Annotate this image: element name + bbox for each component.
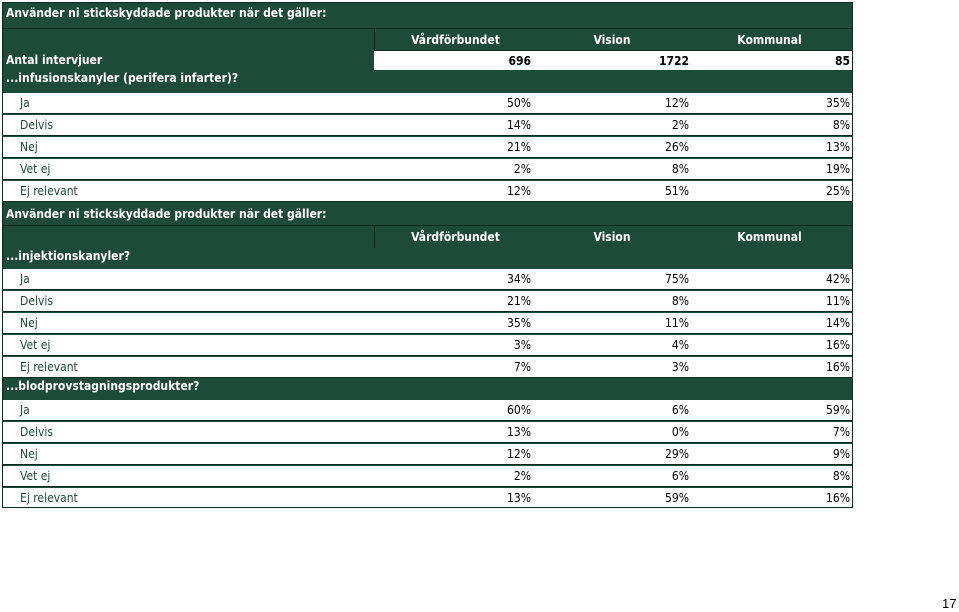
cell-vardforbundet: 13% [507,425,531,439]
cell-kommunal: 14% [826,316,850,330]
table-row [3,400,852,421]
question-blood-sampling: ...blodprovstagningsprodukter? [6,379,200,393]
table-row [3,269,852,290]
column-header-vardforbundet: Vårdförbundet [411,32,500,47]
interviews-label: Antal intervjuer [6,53,103,67]
row-label: Nej [20,316,38,330]
table-row [3,444,852,465]
page-number: 17 [942,596,957,611]
row-label: Ja [20,272,30,286]
cell-vardforbundet: 60% [507,403,531,417]
cell-kommunal: 35% [826,96,850,110]
table-row [3,488,852,507]
cell-vardforbundet: 12% [507,184,531,198]
table-row [3,313,852,334]
question-infusion: ...infusionskanyler (perifera infarter)? [6,71,239,85]
row-label: Vet ej [20,162,51,176]
row-label: Delvis [20,294,53,308]
row-label: Ja [20,403,30,417]
report-title: Använder ni stickskyddade produkter när det gäller: [6,6,327,20]
column-header-vision: Vision [593,32,631,47]
cell-vision: 8% [671,162,689,176]
column-header-kommunal: Kommunal [737,229,802,244]
survey-results-table [2,2,853,508]
cell-kommunal: 11% [826,294,850,308]
table-row [3,181,852,202]
cell-kommunal: 42% [826,272,850,286]
section-heading: Använder ni stickskyddade produkter när det gäller: [6,207,327,221]
cell-vardforbundet: 34% [507,272,531,286]
column-header-vardforbundet: Vårdförbundet [411,229,500,244]
cell-vision: 75% [665,272,689,286]
cell-vardforbundet: 35% [507,316,531,330]
cell-kommunal: 8% [832,118,850,132]
row-label: Delvis [20,118,53,132]
table-row [3,159,852,180]
table-row [3,291,852,312]
row-label: Ej relevant [20,184,78,198]
column-header-kommunal: Kommunal [737,32,802,47]
cell-kommunal: 16% [826,490,850,505]
interviews-vardforbundet: 696 [508,53,531,68]
table-row [3,115,852,136]
cell-vardforbundet: 21% [507,140,531,154]
cell-vardforbundet: 21% [507,294,531,308]
row-label: Delvis [20,425,53,439]
cell-vision: 0% [671,425,689,439]
cell-vision: 3% [671,360,689,374]
table-row [3,93,852,114]
column-header-row [3,28,852,50]
cell-vision: 29% [665,447,689,461]
row-label: Ej relevant [20,360,78,374]
cell-vardforbundet: 2% [513,469,531,483]
row-label: Vet ej [20,469,51,483]
cell-kommunal: 9% [832,447,850,461]
cell-vision: 11% [665,316,689,330]
cell-kommunal: 8% [832,469,850,483]
cell-kommunal: 13% [826,140,850,154]
cell-kommunal: 7% [832,425,850,439]
cell-vision: 51% [665,184,689,198]
row-label: Ej relevant [20,490,78,505]
column-header-vision: Vision [593,229,631,244]
table-row [3,357,852,378]
cell-vardforbundet: 2% [513,162,531,176]
row-label: Ja [20,96,30,110]
cell-vision: 59% [665,490,689,505]
cell-vardforbundet: 3% [513,338,531,352]
table-row [3,335,852,356]
question-injection: ...injektionskanyler? [6,249,131,263]
cell-kommunal: 59% [826,403,850,417]
interviews-kommunal: 85 [834,53,850,68]
cell-vardforbundet: 14% [507,118,531,132]
table-row [3,137,852,158]
cell-vision: 6% [671,403,689,417]
cell-kommunal: 19% [826,162,850,176]
cell-vision: 2% [671,118,689,132]
cell-kommunal: 25% [826,184,850,198]
column-header-row [3,225,852,247]
interviews-vision: 1722 [658,53,689,68]
cell-vardforbundet: 50% [507,96,531,110]
cell-vardforbundet: 13% [507,490,531,505]
table-row [3,422,852,443]
cell-kommunal: 16% [826,360,850,374]
cell-vision: 4% [671,338,689,352]
interviews-row [3,50,852,70]
row-label: Nej [20,140,38,154]
cell-vision: 12% [665,96,689,110]
row-label: Vet ej [20,338,51,352]
table-row [3,466,852,487]
interviews-values [374,50,852,70]
cell-kommunal: 16% [826,338,850,352]
cell-vision: 6% [671,469,689,483]
cell-vision: 8% [671,294,689,308]
row-label: Nej [20,447,38,461]
cell-vardforbundet: 7% [513,360,531,374]
cell-vision: 26% [665,140,689,154]
cell-vardforbundet: 12% [507,447,531,461]
